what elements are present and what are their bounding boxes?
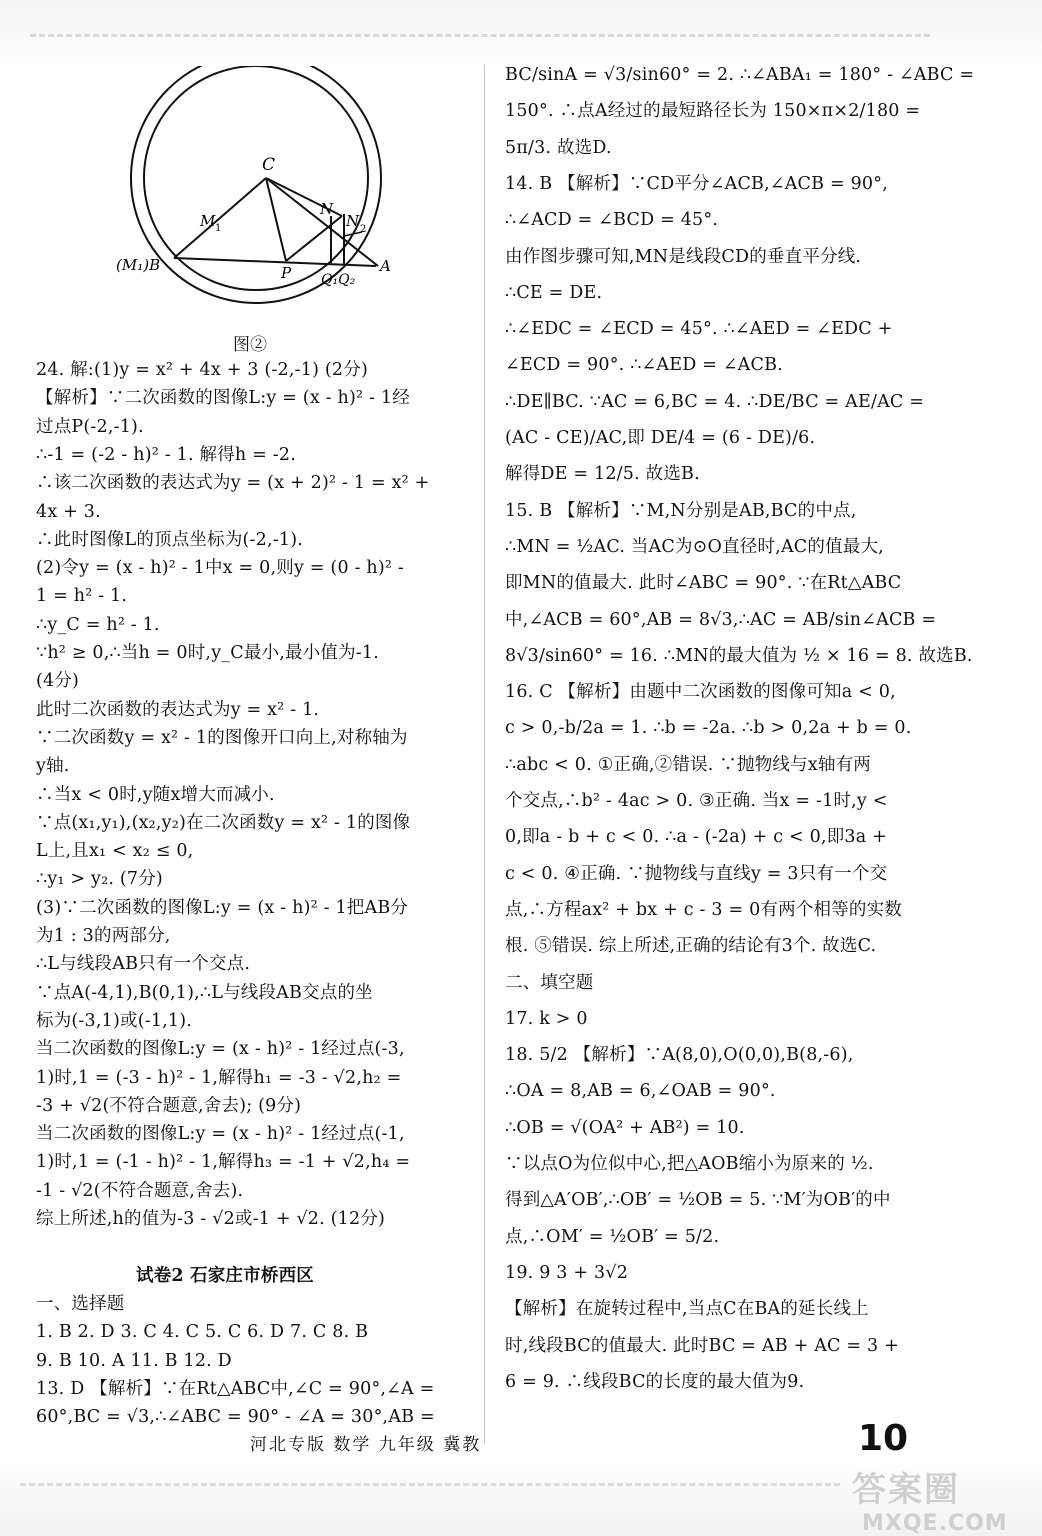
text-line: ∵h² ≥ 0,∴当h = 0时,y_C最小,最小值为-1.: [36, 643, 379, 663]
text-line: (3)∵二次函数的图像L:y = (x - h)² - 1把AB分: [36, 897, 409, 918]
text-line: ∴OB = √(OA² + AB²) = 10.: [505, 1117, 745, 1138]
label-N2: N: [346, 212, 360, 230]
right-text-block: [505, 60, 975, 1420]
right-column: [505, 60, 975, 1420]
text-line: ∴该二次函数的表达式为y = (x + 2)² - 1 = x² +: [36, 473, 430, 494]
text-line: ∴∠EDC = ∠ECD = 45°. ∴∠AED = ∠EDC +: [505, 319, 893, 340]
text-line: 即MN的值最大. 此时∠ABC = 90°. ∵在Rt△ABC: [505, 573, 902, 594]
text-line: ∴-1 = (-2 - h)² - 1. 解得h = -2.: [36, 444, 296, 465]
text-line: y轴.: [36, 756, 70, 777]
text-line: 19. 9 3 + 3√2: [505, 1262, 629, 1283]
text-line: 二、填空题: [505, 972, 594, 993]
watermark-url: MXQE.COM: [862, 1511, 1008, 1536]
text-line: ∵点A(-4,1),B(0,1),∴L与线段AB交点的坐: [36, 982, 373, 1003]
figure-caption: 图②: [233, 335, 267, 355]
page-number: 10: [858, 1418, 909, 1459]
text-line: 为1 : 3的两部分,: [36, 926, 171, 946]
text-line: 1. B 2. D 3. C 4. C 5. C 6. D 7. C 8. B: [36, 1322, 369, 1343]
text-line: 当二次函数的图像L:y = (x - h)² - 1经过点(-1,: [36, 1124, 405, 1145]
text-line: 解得DE = 12/5. 故选B.: [505, 464, 700, 485]
text-line: 0,即a - b + c < 0. ∴a - (-2a) + c < 0,即3a +: [505, 827, 888, 848]
text-line: 13. D 【解析】∵在Rt△ABC中,∠C = 90°,∠A =: [36, 1378, 435, 1399]
text-line: 综上所述,h的值为-3 - √2或-1 + √2. (12分): [36, 1209, 386, 1229]
text-line: ∴L与线段AB只有一个交点.: [36, 954, 251, 975]
text-line: ∴CE = DE.: [505, 282, 603, 303]
text-line: 14. B 【解析】∵CD平分∠ACB,∠ACB = 90°,: [505, 173, 888, 194]
text-line: ∴当x < 0时,y随x增大而减小.: [36, 784, 275, 805]
text-line: 24. 解:(1)y = x² + 4x + 3 (-2,-1) (2分): [36, 360, 368, 380]
text-line: 9. B 10. A 11. B 12. D: [36, 1350, 232, 1371]
text-line: 点,∴OM′ = ½OB′ = 5/2.: [505, 1226, 720, 1247]
text-line: 16. C 【解析】由题中二次函数的图像可知a < 0,: [505, 682, 896, 703]
text-line: 150°. ∴点A经过的最短路径长为 150×π×2/180 =: [505, 101, 921, 122]
label-N: N: [320, 200, 334, 218]
text-line: 1 = h² - 1.: [36, 586, 128, 607]
text-line: 过点P(-2,-1).: [36, 416, 144, 437]
text-line: 点,∴方程ax² + bx + c - 3 = 0有两个相等的实数: [505, 899, 903, 920]
text-line: 得到△A′OB′,∴OB′ = ½OB = 5. ∵M′为OB′的中: [505, 1190, 891, 1211]
text-line: 根. ⑤错误. 综上所述,正确的结论有3个. 故选C.: [505, 936, 877, 957]
text-line: ∴MN = ½AC. 当AC为⊙O直径时,AC的值最大,: [505, 536, 884, 557]
left-column: [36, 60, 464, 1435]
text-line: -3 + √2(不符合题意,舍去); (9分): [36, 1095, 302, 1116]
text-line: ∴y₁ > y₂. (7分): [36, 869, 163, 890]
svg-text:1: 1: [215, 223, 222, 234]
text-line: 1)时,1 = (-3 - h)² - 1,解得h₁ = -3 - √2,h₂ =: [36, 1067, 402, 1088]
text-line: 当二次函数的图像L:y = (x - h)² - 1经过点(-3,: [36, 1039, 405, 1060]
text-line: 一、选择题: [36, 1293, 125, 1314]
text-line: 1)时,1 = (-1 - h)² - 1,解得h₃ = -1 + √2,h₄ =: [36, 1152, 411, 1173]
label-P: P: [281, 264, 292, 282]
text-line: 6 = 9. ∴线段BC的长度的最大值为9.: [505, 1371, 805, 1392]
text-line: ∴DE∥BC. ∵AC = 6,BC = 4. ∴DE/BC = AE/AC =: [505, 391, 925, 412]
text-line: 个交点,∴b² - 4ac > 0. ③正确. 当x = -1时,y <: [505, 791, 888, 811]
text-line: (AC - CE)/AC,即 DE/4 = (6 - DE)/6.: [505, 428, 816, 448]
text-line: ∴∠ACD = ∠BCD = 45°.: [505, 210, 719, 231]
text-line: ∵二次函数y = x² - 1的图像开口向上,对称轴为: [36, 727, 408, 748]
text-line: (4分): [36, 671, 80, 692]
watermark-title: 答案圈: [852, 1470, 960, 1510]
left-text-block: [36, 355, 464, 1435]
geometry-figure: [36, 60, 464, 330]
text-line: ∴此时图像L的顶点坐标为(-2,-1).: [36, 529, 303, 550]
text-line: 60°,BC = √3,∴∠ABC = 90° - ∠A = 30°,AB =: [36, 1407, 435, 1428]
text-line: 【解析】在旋转过程中,当点C在BA的延长线上: [505, 1299, 869, 1320]
text-line: 5π/3. 故选D.: [505, 137, 612, 158]
label-C: C: [262, 155, 276, 175]
text-line: 标为(-3,1)或(-1,1).: [36, 1010, 193, 1031]
label-M1: M: [200, 212, 216, 230]
text-line: 此时二次函数的表达式为y = x² - 1.: [36, 699, 320, 720]
text-line: 试卷2 石家庄市桥西区: [136, 1265, 314, 1286]
text-line: 4x + 3.: [36, 501, 101, 522]
text-line: -1 - √2(不符合题意,舍去).: [36, 1180, 244, 1201]
text-line: 18. 5/2 【解析】∵A(8,0),O(0,0),B(8,-6),: [505, 1045, 854, 1066]
column-divider: [484, 64, 485, 1444]
text-line: ∵点(x₁,y₁),(x₂,y₂)在二次函数y = x² - 1的图像: [36, 812, 411, 833]
label-M1B: (M₁)B: [116, 256, 161, 274]
svg-text:2: 2: [360, 224, 367, 235]
text-line: c < 0. ④正确. ∵抛物线与直线y = 3只有一个交: [505, 863, 888, 884]
label-A: A: [380, 257, 391, 275]
text-line: BC/sinA = √3/sin60° = 2. ∴∠ABA₁ = 180° - ∠ABC =: [505, 65, 975, 85]
text-line: ∴y_C = h² - 1.: [36, 614, 160, 635]
text-line: ∴abc < 0. ①正确,②错误. ∵抛物线与x轴有两: [505, 754, 871, 775]
text-line: 由作图步骤可知,MN是线段CD的垂直平分线.: [505, 246, 862, 267]
label-Q: Q₁Q₂: [321, 272, 356, 288]
text-line: ∴OA = 8,AB = 6,∠OAB = 90°.: [505, 1081, 776, 1102]
text-line: 【解析】∵二次函数的图像L:y = (x - h)² - 1经: [36, 388, 410, 409]
text-line: (2)令y = (x - h)² - 1中x = 0,则y = (0 - h)² -: [36, 558, 405, 579]
text-line: ∠ECD = 90°. ∴∠AED = ∠ACB.: [505, 355, 783, 376]
text-line: 15. B 【解析】∵M,N分别是AB,BC的中点,: [505, 500, 857, 521]
text-line: c > 0,-b/2a = 1. ∴b = -2a. ∴b > 0,2a + b = 0.: [505, 718, 912, 739]
text-line: 中,∠ACB = 60°,AB = 8√3,∴AC = AB/sin∠ACB =: [505, 609, 937, 630]
circle-diagram: [116, 66, 406, 306]
page-footer: 河北专版 数学 九年级 冀教: [250, 1435, 482, 1455]
text-line: L上,且x₁ < x₂ ≤ 0,: [36, 841, 194, 862]
text-line: 17. k > 0: [505, 1008, 588, 1029]
text-line: 8√3/sin60° = 16. ∴MN的最大值为 ½ × 16 = 8. 故选B.: [505, 645, 973, 666]
text-line: ∵以点O为位似中心,把△AOB缩小为原来的 ½.: [505, 1154, 874, 1174]
watermark-logo: [852, 1462, 1032, 1536]
text-line: 时,线段BC的值最大. 此时BC = AB + AC = 3 +: [505, 1335, 899, 1356]
